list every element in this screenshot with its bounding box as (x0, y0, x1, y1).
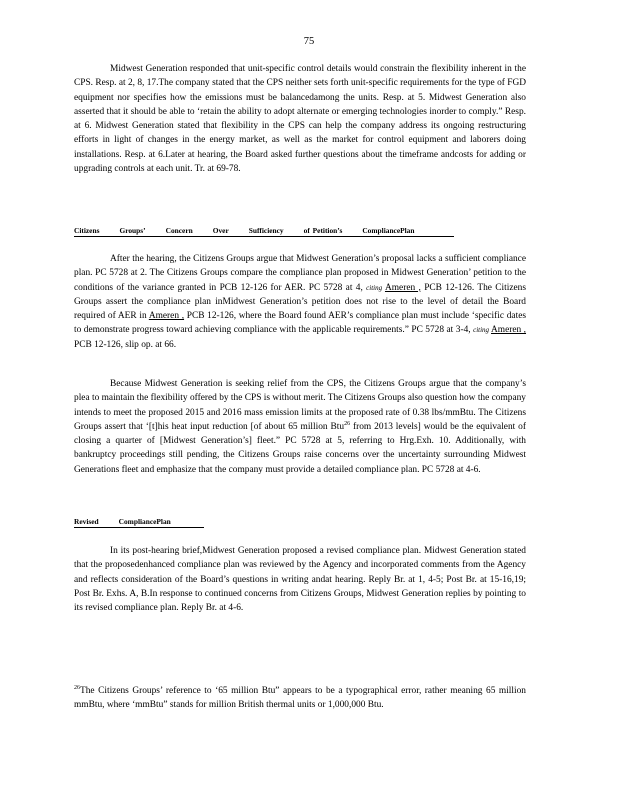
paragraph-revised-plan: In its post-hearing brief,Midwest Generation proposed a revised compliance plan. Midwest Generation stated that the proposedenhanced compliance plan was reviewed by the Agency and incorporated comments from the Agency and reflects consideration of the Board’s questions in writing andat hearing. Reply Br. at 1, 4-5; Post Br. at 15-16,19; Post Br. Exhs. A, B.In response to continued concerns from Citizens Groups, Midwest Generation replies by pointing to its revised compliance plan. Reply Br. at 4-6. (74, 546, 526, 614)
text-run: PCB 12-126, slip op. at 66. (74, 339, 177, 350)
text-run: Because Midwest Generation is seeking relief from the CPS, the Citizens Groups argue that the company’s plea to maintain the flexibility offered by the CPS is without merit. The Citizens Groups also question how the company intends to meet the proposed 2015 and 2016 mass emission limits at the proposed rate of 0.38 lbs/mmBtu. The Citizens Groups assert that ‘[t]his heat input reduction [of about 65 million Btu (74, 379, 526, 432)
paragraph-responses: Midwest Generation responded that unit-specific control details would constrain the flexibility inherent in the CPS. Resp. at 2, 8, 17.The company stated that the CPS neither sets forth unit-specific requirements for the type of FGD equipment nor specifies how the emissions must be balancedamong the units. Resp. at 5. Midwest Generation also asserted that it should be able to ‘retain the ability to adopt alternate or emerging technologies inorder to comply.” Resp. at 6. Midwest Generation stated that flexibility in the CPS can help the company address its ongoing restructuring efforts in light of changes in the energy market, as well as the market for control equipment and laborers doing installations. Resp. at 6.Later at hearing, the Board asked further questions about the timeframe andcosts for adding or upgrading controls at each unit. Tr. at 69-78. (74, 64, 526, 175)
text-run: from 2013 levels] would be the equivalent of closing a quarter of [Midwest Generation’s] fleet.” PC 5728 at 5, referring to Hrg.Exh. 10. Additionally, with bankruptcy proceedings still pending, the Citizens Groups raise concerns over the uncertainty surrounding Midwest Generations fleet and emphasize that the company must provide a detailed compliance plan. PC 5728 at 4-6. (74, 421, 526, 475)
text-run: PCB 12-126, where the Board found AER’s compliance plan must include ‘specific dates to demonstrate progress toward achieving compliance with the applicable requirements.” PC 5728 at 3-4, (74, 311, 527, 336)
heading-word: of Petition’s (303, 226, 343, 235)
citation-signal: citing (473, 326, 490, 335)
heading-word: Citizens (74, 226, 100, 235)
case-name: Ameren , (384, 282, 421, 293)
footnote-number: 26 (74, 684, 80, 691)
footnote (74, 684, 526, 713)
heading-word: Revised (74, 517, 99, 526)
heading-word: CompliancePlan (118, 517, 171, 526)
page-number: 75 (303, 36, 315, 47)
case-name: Ameren , (148, 311, 185, 322)
heading-word: CompliancePlan (362, 226, 415, 235)
citation-signal: citing (366, 283, 383, 292)
section-heading-revised-plan (74, 517, 204, 528)
case-name: Ameren , (491, 325, 527, 336)
heading-word: Sufficiency (248, 226, 284, 235)
heading-word: Concern (165, 226, 193, 235)
heading-word: Groups’ (119, 226, 146, 235)
paragraph-seeking-relief (74, 377, 526, 477)
paragraph-citizens-argue (74, 252, 526, 352)
text-run: PCB 12-126. The Citizens Groups assert the compliance plan inMidwest Generation’s petition does not rise to the level of detail the Board required of AER in (74, 282, 527, 322)
footnote-reference: 26 (344, 420, 351, 427)
text-run: After the hearing, the Citizens Groups argue that Midwest Generation’s proposal lacks a sufficient compliance plan. PC 5728 at 2. The Citizens Groups compare the compliance plan proposed in Midwest Generation’ petition to the conditions of the variance granted in PCB 12-126 for AER. PC 5728 at 4, (74, 254, 526, 293)
footnote-text: The Citizens Groups’ reference to ‘65 million Btu” appears to be a typographical error, rather meaning 65 million mmBtu, where ‘mmBtu” stands for million British thermal units or 1,000,000 Btu. (74, 686, 526, 711)
section-heading-citizens-concern (74, 226, 454, 237)
heading-word: Over (212, 226, 229, 235)
